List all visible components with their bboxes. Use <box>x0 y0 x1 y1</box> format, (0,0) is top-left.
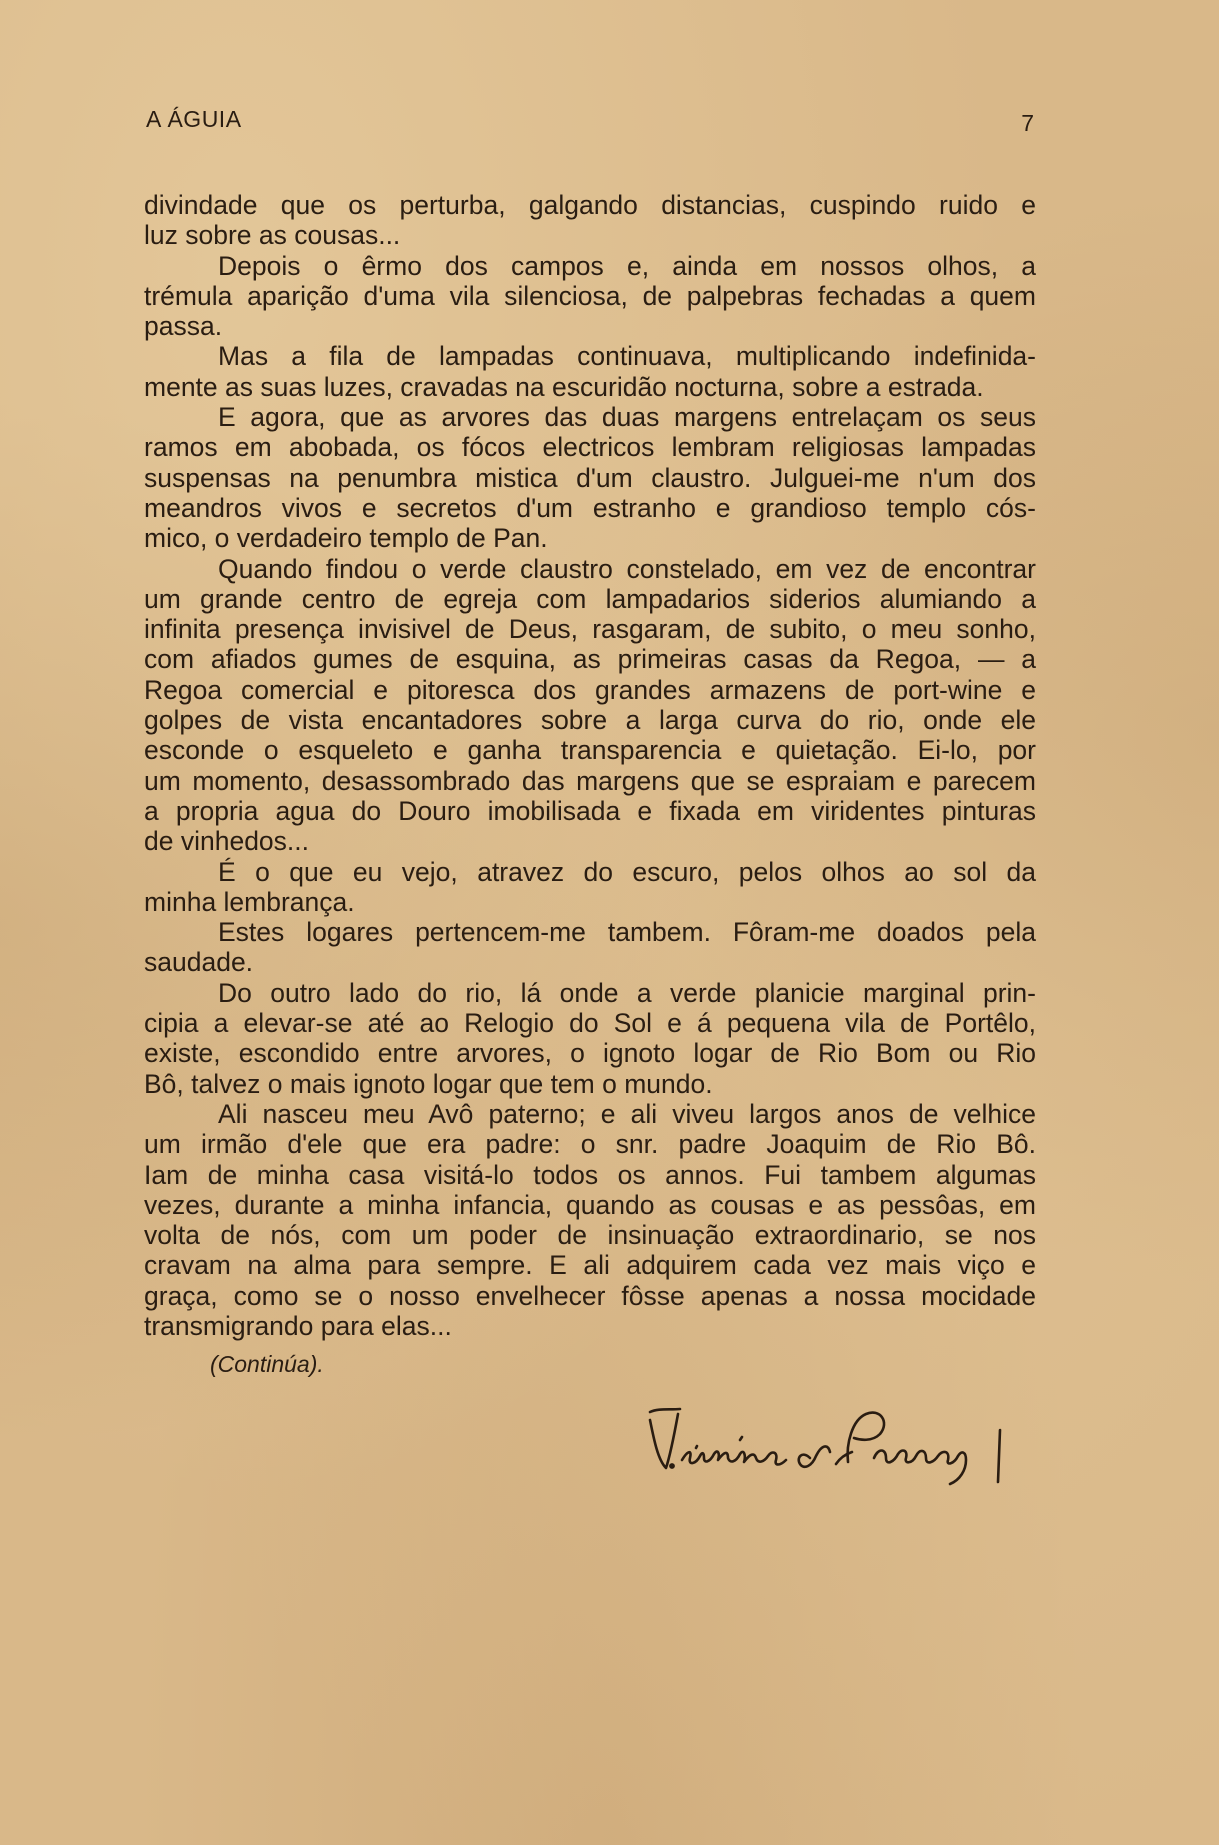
page-number: 7 <box>1021 110 1034 136</box>
text-line: Bô, talvez o mais ignoto logar que tem o mundo. <box>144 1068 713 1099</box>
text-line: um grande centro de egreja com lampadarios siderios alumiando a <box>144 583 1036 614</box>
text-line: luz sobre as cousas... <box>144 220 401 251</box>
text-line: Regoa comercial e pitoresca dos grandes armazens de port-wine e <box>144 674 1036 705</box>
text-line: Depois o êrmo dos campos e, ainda em nossos olhos, a <box>218 250 1036 281</box>
text-line: mico, o verdadeiro templo de Pan. <box>144 523 548 554</box>
text-line: vezes, durante a minha infancia, quando as cousas e as pessôas, em <box>144 1189 1036 1220</box>
text-line: E agora, que as arvores das duas margens entrelaçam os seus <box>218 402 1036 433</box>
text-line: suspensas na penumbra mistica d'um claustro. Julguei-me n'um dos <box>144 462 1036 493</box>
text-line: existe, escondido entre arvores, o ignoto logar de Rio Bom ou Rio <box>144 1038 1036 1069</box>
text-line: minha lembrança. <box>144 886 355 917</box>
text-line: com afiados gumes de esquina, as primeiras casas da Regoa, — a <box>144 644 1036 675</box>
text-line: esconde o esqueleto e ganha transparencia e quietação. Ei-lo, por <box>144 735 1036 766</box>
text-line: trémula aparição d'uma vila silenciosa, de palpebras fechadas a quem <box>144 280 1036 311</box>
text-line: saudade. <box>144 947 254 978</box>
continua-note: (Continúa). <box>210 1351 324 1377</box>
text-line: um irmão d'ele que era padre: o snr. padre Joaquim de Rio Bô. <box>144 1129 1036 1160</box>
text-line: Quando findou o verde claustro constelado, em vez de encontrar <box>218 553 1036 584</box>
text-line: ramos em abobada, os fócos electricos lembram religiosas lampadas <box>144 432 1036 463</box>
text-line: Iam de minha casa visitá-lo todos os annos. Fui tambem algumas <box>144 1159 1036 1190</box>
text-line: infinita presença invisivel de Deus, rasgaram, de subito, o meu sonho, <box>144 614 1036 645</box>
text-line: divindade que os perturba, galgando distancias, cuspindo ruido e <box>144 190 1036 220</box>
text-line: meandros vivos e secretos d'um estranho e grandioso templo cós- <box>144 492 1036 523</box>
text-line: transmigrando para elas... <box>144 1310 452 1341</box>
text-line: Do outro lado do rio, lá onde a verde planicie marginal prin- <box>218 977 1036 1008</box>
text-line: volta de nós, com um poder de insinuação extraordinario, se nos <box>144 1220 1036 1251</box>
text-line: graça, como se o nosso envelhecer fôsse apenas a nossa mocidade <box>144 1280 1036 1311</box>
body-text <box>144 190 1036 1341</box>
signature <box>640 1400 1030 1510</box>
text-line: mente as suas luzes, cravadas na escuridão nocturna, sobre a estrada. <box>144 371 984 402</box>
text-line: Ali nasceu meu Avô paterno; e ali viveu largos anos de velhice <box>218 1098 1036 1129</box>
text-line: de vinhedos... <box>144 826 310 857</box>
running-title: A ÁGUIA <box>146 106 242 132</box>
text-line: cipia a elevar-se até ao Relogio do Sol e á pequena vila de Portêlo, <box>144 1008 1036 1039</box>
text-line: passa. <box>144 311 223 342</box>
text-line: Mas a fila de lampadas continuava, multiplicando indefinida- <box>218 341 1036 372</box>
text-line: Estes logares pertencem-me tambem. Fôram-me doados pela <box>218 917 1036 948</box>
text-line: um momento, desassombrado das margens que se espraiam e parecem <box>144 765 1036 796</box>
text-line: golpes de vista encantadores sobre a larga curva do rio, onde ele <box>144 705 1036 736</box>
text-line: cravam na alma para sempre. E ali adquirem cada vez mais viço e <box>144 1250 1036 1281</box>
text-line: a propria agua do Douro imobilisada e fixada em viridentes pinturas <box>144 795 1036 826</box>
text-line: É o que eu vejo, atravez do escuro, pelos olhos ao sol da <box>218 856 1036 887</box>
page-header <box>146 106 1034 140</box>
